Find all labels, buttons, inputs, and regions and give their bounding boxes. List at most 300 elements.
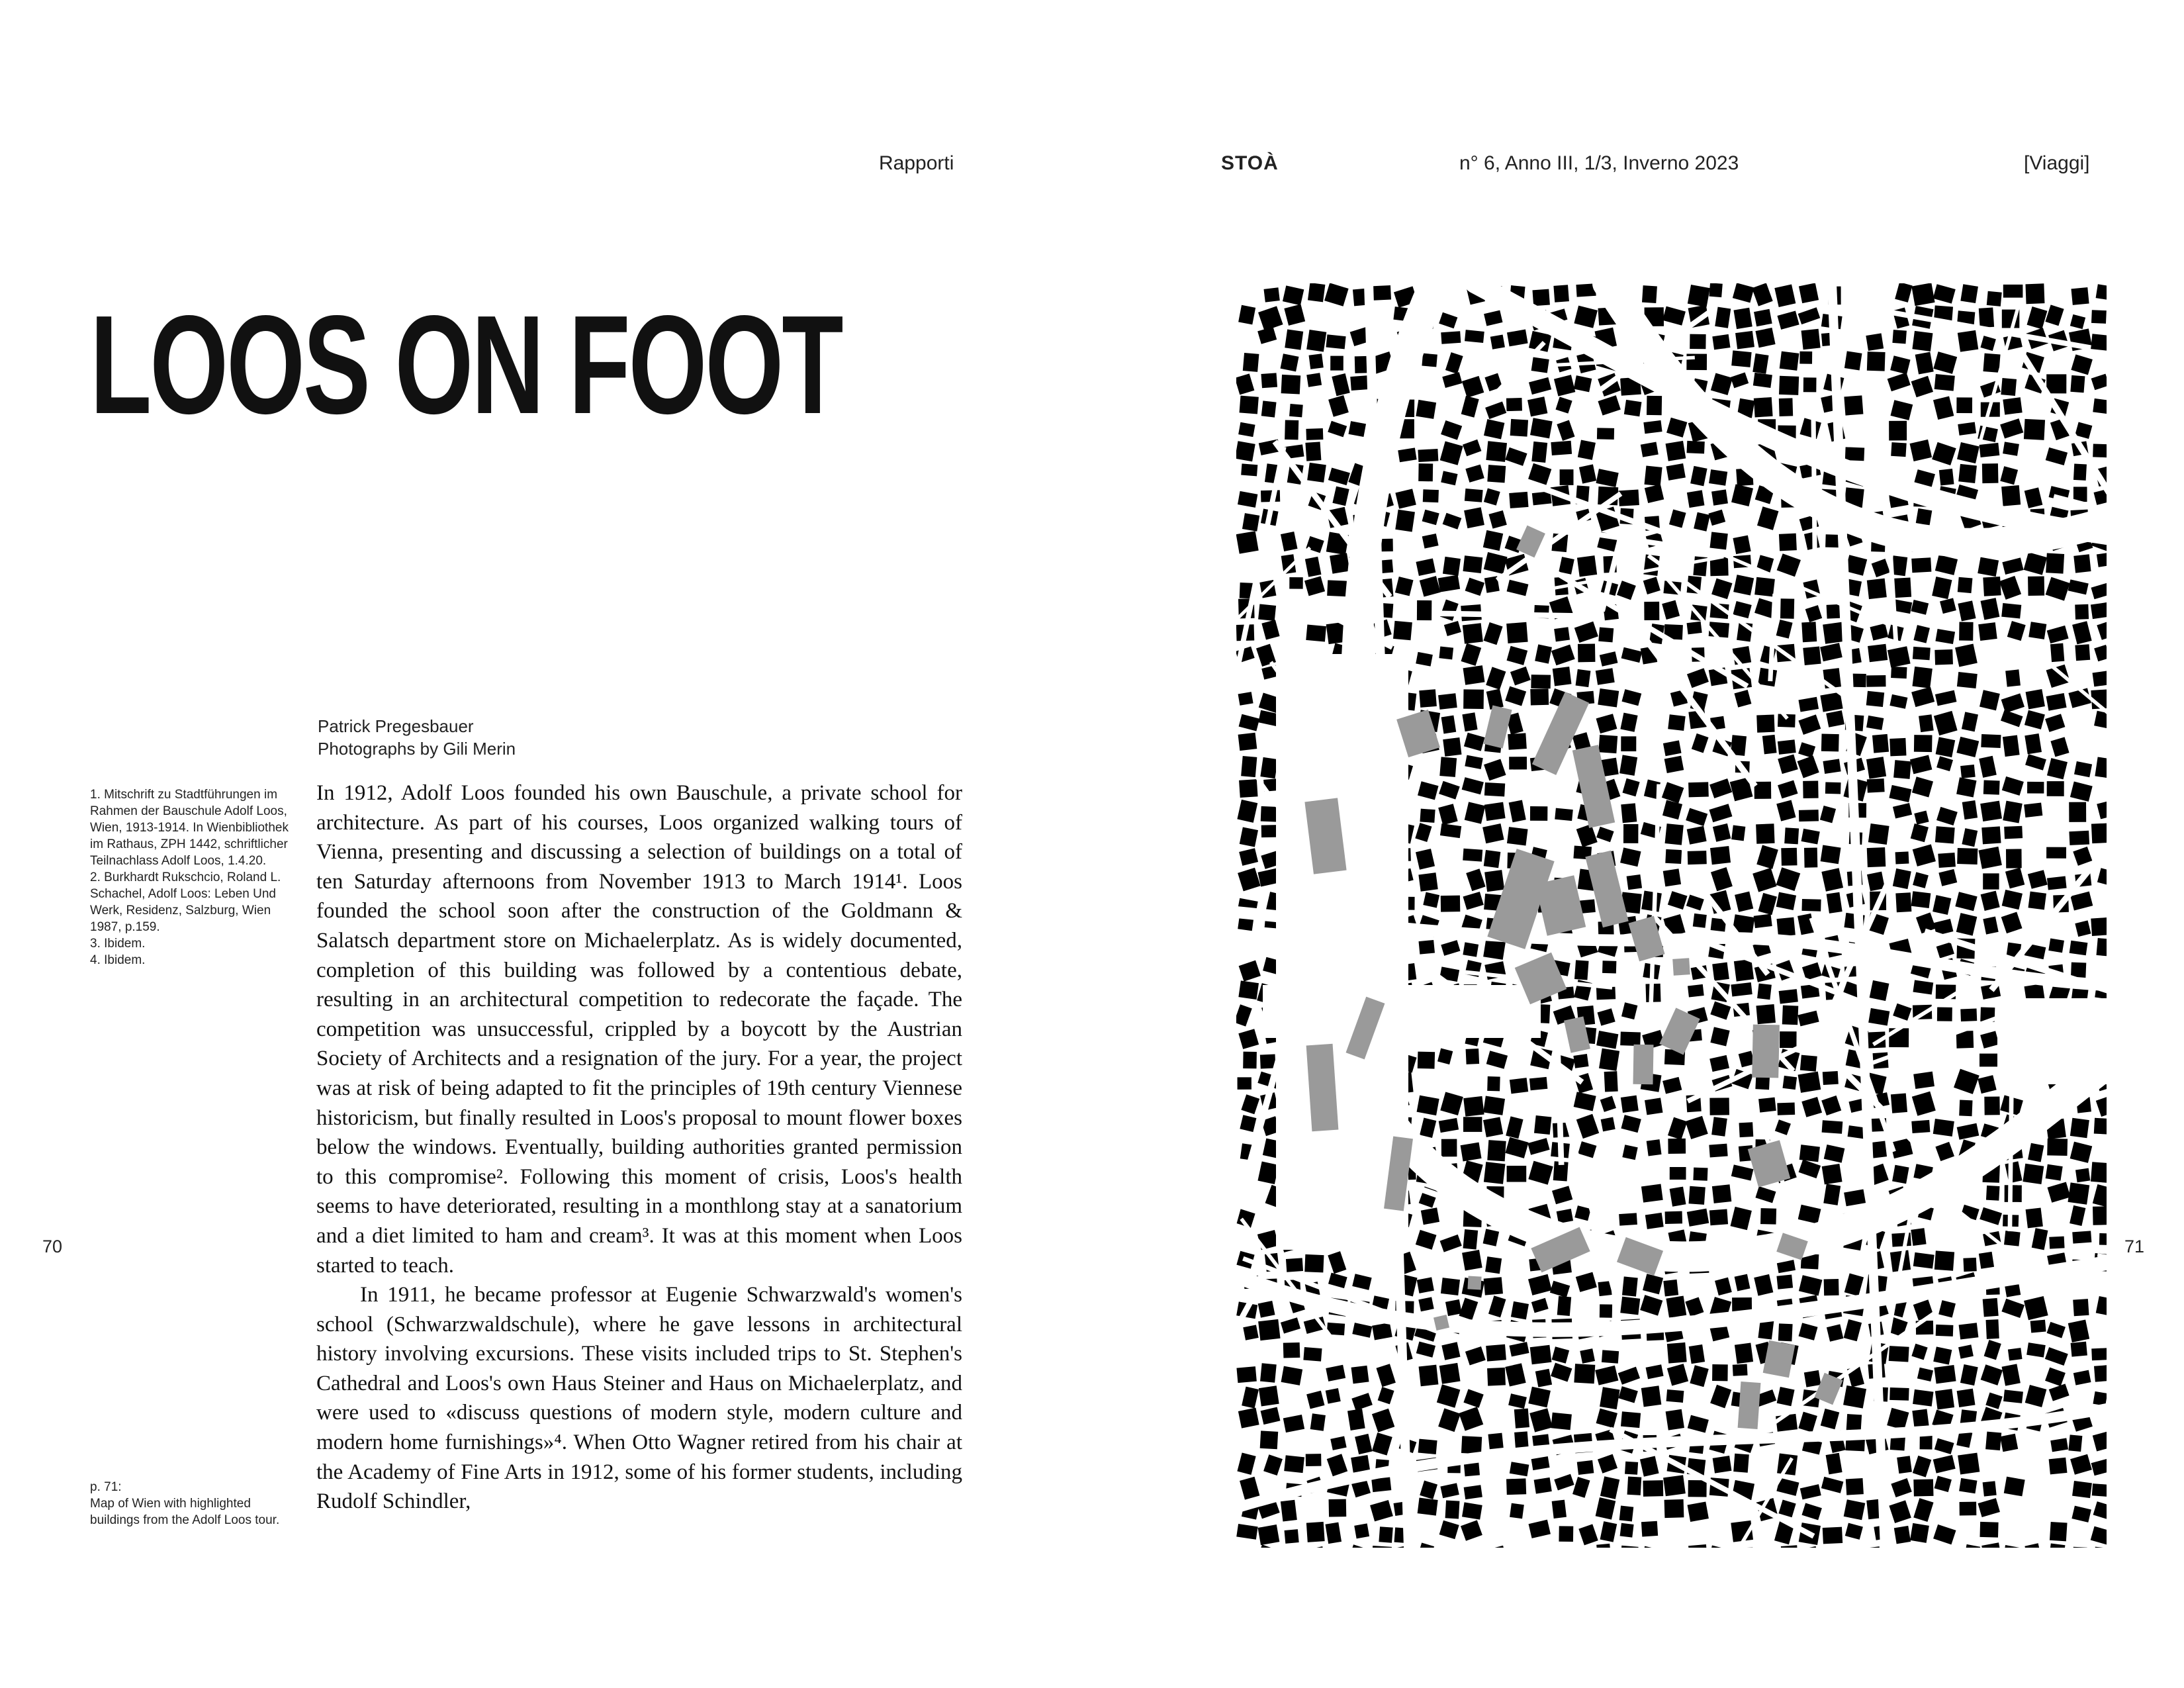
building-block — [2024, 419, 2045, 440]
footnotes — [90, 786, 289, 968]
building-block — [1666, 441, 1686, 461]
building-block — [1240, 827, 1258, 847]
building-block — [1919, 714, 1934, 732]
building-block — [1731, 350, 1751, 367]
building-block — [1911, 283, 1934, 306]
building-block — [1510, 419, 1528, 437]
building-block — [1599, 1049, 1619, 1071]
building-block — [2094, 1118, 2107, 1135]
building-block — [1754, 914, 1772, 929]
building-block — [1821, 845, 1841, 864]
building-block — [1487, 465, 1506, 483]
building-block — [1958, 422, 1976, 436]
building-block — [1462, 1502, 1482, 1519]
building-block — [2049, 1458, 2068, 1475]
building-block — [1514, 1409, 1529, 1429]
building-block — [1622, 1145, 1637, 1160]
building-block — [1803, 646, 1821, 665]
building-block — [1693, 1168, 1707, 1181]
footnote: 3. Ibidem. — [90, 937, 146, 951]
running-header-category: [Viaggi] — [2024, 152, 2090, 174]
building-block — [1642, 285, 1657, 303]
building-block — [1733, 1364, 1748, 1376]
building-block — [1823, 1527, 1843, 1544]
building-block — [1419, 1365, 1439, 1387]
building-block — [1644, 602, 1659, 620]
building-block — [1960, 284, 1978, 303]
building-block — [1781, 848, 1797, 866]
building-block — [1959, 1100, 1972, 1117]
building-block — [1350, 375, 1369, 391]
building-block — [1281, 375, 1301, 395]
building-block — [2050, 1522, 2068, 1541]
building-block — [2003, 801, 2023, 823]
building-block — [1709, 1144, 1727, 1158]
building-block — [1754, 577, 1775, 597]
building-block — [1956, 397, 1972, 413]
building-block — [1418, 449, 1438, 462]
building-block — [1937, 1008, 1952, 1021]
footnote: 1. Mitschrift zu Stadtführungen im Rahmen der Bauschule Adolf Loos, Wien, 1913-1914. In Wienbibliothek im Rathaus, ZPH 1442, schriftlicher Teilnachlass Adolf Loos, 1.4.20. — [90, 788, 289, 868]
building-block — [1731, 825, 1745, 841]
building-block — [1580, 1348, 1595, 1364]
building-block — [1957, 672, 1978, 688]
building-block — [1261, 373, 1277, 388]
building-block — [1552, 1500, 1567, 1519]
building-block — [1803, 377, 1817, 392]
building-block — [1889, 738, 1906, 757]
building-block — [1978, 622, 1997, 641]
building-block — [2004, 1477, 2025, 1497]
building-block — [2068, 1434, 2082, 1452]
building-block — [1780, 1031, 1797, 1048]
building-block — [1897, 1456, 1912, 1474]
building-block — [1600, 1304, 1612, 1317]
building-block — [1866, 675, 1886, 687]
building-block — [1979, 1252, 1994, 1269]
building-block — [1289, 404, 1303, 417]
building-block — [2075, 1168, 2090, 1183]
building-block — [1258, 1319, 1280, 1340]
building-block — [1557, 1296, 1571, 1316]
building-block — [1241, 756, 1257, 777]
building-block — [1307, 463, 1326, 483]
building-block — [1422, 353, 1437, 367]
building-block — [1619, 755, 1637, 775]
building-block — [1441, 716, 1457, 734]
building-block — [2069, 802, 2086, 822]
building-block — [1687, 441, 1705, 453]
building-block — [1243, 353, 1259, 372]
building-block — [1666, 1389, 1684, 1403]
building-block — [1598, 627, 1614, 642]
building-block — [1439, 646, 1453, 659]
building-block — [1621, 1411, 1641, 1428]
building-block — [2005, 1185, 2022, 1202]
building-block — [1600, 1387, 1620, 1409]
building-block — [1645, 466, 1662, 487]
building-block — [2068, 1182, 2089, 1204]
building-block — [1800, 1055, 1817, 1072]
building-block — [1236, 531, 1259, 553]
building-block — [1354, 1523, 1369, 1538]
building-block — [1754, 397, 1773, 417]
building-block — [1243, 1325, 1258, 1340]
building-block — [2026, 1342, 2046, 1357]
building-block — [1238, 422, 1255, 437]
building-block — [2099, 1233, 2107, 1245]
building-block — [1710, 846, 1731, 865]
building-block — [1670, 1167, 1686, 1180]
building-block — [2046, 847, 2066, 859]
building-block — [1778, 1323, 1793, 1341]
building-block — [1780, 598, 1794, 619]
building-block — [1709, 1209, 1728, 1226]
building-block — [1619, 1213, 1637, 1225]
caption-ref: p. 71: — [90, 1480, 122, 1494]
photographer-credit: Photographs by Gili Merin — [318, 739, 516, 759]
building-block — [1330, 356, 1343, 371]
body-paragraph: In 1911, he became professor at Eugenie Schwarzwald's women's school (Schwarzwaldschule), where he gave lessons in architectural history involving excursions. These visits included trips to St. Stephen's Cathedral and Loos's own Haus Steiner and Haus on Michaelerplatz, and were used to «discuss questions of modern style, modern culture and modern home furnishings»⁴. When Otto Wagner retired from his chair at the Academy of Fine Arts in 1912, some of his former students, including Rudolf Schindler, — [316, 1283, 962, 1514]
building-block — [1379, 1526, 1392, 1543]
building-block — [1665, 1211, 1682, 1224]
building-block — [1735, 331, 1754, 350]
building-block — [1845, 447, 1864, 461]
building-block — [1663, 1475, 1686, 1496]
building-block — [1485, 1256, 1502, 1274]
building-block — [1463, 665, 1485, 685]
building-block — [1463, 849, 1482, 862]
building-block — [1641, 1521, 1658, 1537]
building-block — [1913, 1479, 1933, 1496]
article-title: LOOS ON FOOT — [90, 286, 842, 443]
building-block — [1531, 675, 1551, 688]
building-block — [1978, 847, 2001, 869]
building-block — [1779, 989, 1798, 1004]
building-block — [1417, 1096, 1439, 1115]
building-block — [1713, 1456, 1732, 1474]
building-block — [1308, 283, 1325, 302]
building-block — [1666, 1295, 1686, 1317]
building-block — [1934, 1250, 1954, 1270]
open-space — [1263, 985, 1541, 1038]
building-block — [2073, 464, 2087, 481]
building-block — [1889, 1346, 1909, 1362]
building-block — [1598, 688, 1619, 707]
building-block — [1618, 490, 1639, 506]
building-block — [1598, 735, 1617, 753]
building-block — [1443, 737, 1461, 757]
building-block — [1418, 1498, 1438, 1516]
building-block — [1285, 1529, 1299, 1544]
building-block — [1510, 1503, 1524, 1519]
building-block — [1506, 622, 1527, 643]
building-block — [1733, 1454, 1749, 1473]
building-block — [2091, 917, 2107, 936]
building-block — [2000, 1434, 2018, 1452]
building-block — [1892, 1165, 1909, 1184]
building-block — [1933, 1346, 1952, 1364]
building-block — [1462, 1250, 1482, 1270]
building-block — [1757, 984, 1772, 1000]
building-block — [2003, 397, 2022, 414]
building-block — [2070, 941, 2088, 956]
building-block — [1483, 1096, 1505, 1115]
building-block — [1330, 553, 1349, 573]
building-block — [1627, 1476, 1642, 1495]
building-block — [1577, 1460, 1594, 1475]
building-block — [1981, 734, 2001, 748]
building-block — [1688, 851, 1707, 865]
building-block — [1711, 489, 1728, 505]
building-block — [1596, 668, 1615, 685]
building-block — [1238, 692, 1253, 706]
building-block — [1604, 1071, 1618, 1092]
building-block — [1844, 395, 1863, 415]
building-block — [1734, 959, 1754, 982]
building-block — [1688, 1480, 1707, 1497]
building-block — [1627, 874, 1642, 890]
building-block — [1574, 1364, 1595, 1383]
building-block — [1554, 627, 1570, 641]
building-block — [1754, 309, 1772, 326]
building-block — [1782, 1076, 1797, 1090]
building-block — [1936, 737, 1956, 757]
building-block — [1934, 649, 1953, 665]
building-block — [1868, 644, 1888, 662]
building-block — [1938, 853, 1956, 868]
building-block — [1846, 1478, 1864, 1495]
building-block — [1529, 1077, 1547, 1090]
building-block — [1891, 1094, 1907, 1113]
building-block — [1957, 848, 1978, 865]
building-block — [2005, 669, 2021, 686]
building-block — [1527, 397, 1547, 416]
building-block — [1910, 1523, 1929, 1543]
building-block — [1465, 330, 1484, 343]
building-block — [1531, 442, 1547, 463]
building-block — [1689, 1344, 1705, 1364]
building-block — [1306, 1454, 1322, 1466]
building-block — [1238, 980, 1259, 1000]
building-block — [2073, 1299, 2089, 1316]
building-block — [1670, 1187, 1686, 1207]
building-block — [1889, 1387, 1909, 1401]
building-block — [2026, 689, 2045, 710]
building-block — [1439, 1363, 1461, 1384]
building-block — [1712, 962, 1729, 981]
building-block — [1285, 330, 1303, 350]
building-block — [2091, 1162, 2107, 1183]
building-block — [1936, 1325, 1954, 1336]
building-block — [1466, 1049, 1480, 1064]
building-block — [1622, 1276, 1638, 1296]
building-block — [1665, 823, 1684, 845]
building-block — [1487, 1368, 1506, 1386]
building-block — [1872, 734, 1889, 753]
building-block — [1511, 1301, 1529, 1319]
building-block — [1756, 823, 1774, 844]
building-block — [1238, 1408, 1259, 1429]
building-block — [1487, 1140, 1506, 1161]
building-block — [1289, 577, 1302, 589]
building-block — [2003, 1389, 2023, 1403]
building-block — [1484, 870, 1504, 892]
building-block — [1553, 667, 1572, 686]
building-block — [1779, 534, 1797, 551]
building-block — [1261, 825, 1279, 837]
building-block — [1306, 625, 1326, 642]
building-block — [1914, 735, 1933, 752]
building-block — [1933, 1119, 1954, 1137]
building-block — [2071, 287, 2089, 305]
building-block — [1419, 940, 1435, 955]
building-block — [1867, 352, 1886, 371]
building-block — [1371, 1477, 1391, 1493]
building-block — [1620, 1032, 1641, 1047]
building-block — [1306, 330, 1326, 352]
building-block — [1419, 689, 1437, 708]
building-block — [1986, 1186, 2000, 1201]
building-block — [1418, 463, 1433, 481]
building-block — [1441, 331, 1461, 344]
building-block — [1958, 577, 1973, 593]
open-space — [1276, 654, 1408, 1250]
building-block — [1959, 622, 1973, 641]
building-block — [1823, 759, 1841, 774]
building-block — [2091, 823, 2107, 843]
building-block — [1983, 780, 2000, 795]
building-block — [2093, 671, 2107, 687]
building-block — [1625, 1462, 1638, 1475]
building-block — [2003, 735, 2020, 757]
building-block — [1260, 1054, 1276, 1068]
building-block — [1822, 1120, 1843, 1134]
building-block — [1688, 984, 1704, 998]
building-block — [1804, 847, 1817, 867]
building-block — [1784, 827, 1799, 844]
building-block — [1420, 809, 1435, 823]
building-block — [1823, 1071, 1839, 1085]
building-block — [1846, 1414, 1862, 1431]
building-block — [1303, 1347, 1322, 1362]
building-block — [1393, 621, 1412, 640]
building-block — [2047, 1139, 2068, 1156]
building-block — [1779, 398, 1793, 416]
building-block — [1959, 1323, 1979, 1339]
footnote: 2. Burkhardt Rukschcio, Roland L. Schachel, Adolf Loos: Leben Und Werk, Residenz, Salzburg, Wien 1987, p.159. — [90, 870, 281, 934]
building-block — [1351, 1455, 1370, 1473]
building-block — [1693, 914, 1707, 928]
building-block — [2001, 603, 2021, 618]
building-block — [1667, 1342, 1687, 1364]
building-block — [1668, 1139, 1686, 1154]
building-block — [2026, 1207, 2043, 1228]
building-block — [1804, 1370, 1821, 1387]
building-block — [2027, 782, 2044, 794]
building-block — [2024, 802, 2042, 818]
building-block — [1801, 899, 1821, 912]
building-block — [1310, 1413, 1326, 1431]
building-block — [1844, 351, 1862, 370]
building-block — [1418, 1439, 1437, 1454]
building-block — [1238, 733, 1257, 751]
building-block — [1709, 532, 1727, 549]
building-block — [1438, 693, 1457, 710]
building-block — [1733, 575, 1754, 595]
building-block — [1983, 873, 1999, 889]
building-block — [1510, 1078, 1528, 1094]
building-block — [1573, 1054, 1588, 1068]
building-block — [2004, 1231, 2021, 1246]
building-block — [1760, 1208, 1776, 1225]
building-block — [1490, 334, 1505, 349]
building-block — [1441, 896, 1461, 912]
building-block — [1894, 1526, 1911, 1544]
building-block — [2091, 1348, 2107, 1360]
building-block — [1326, 1388, 1341, 1404]
building-block — [2025, 283, 2044, 304]
building-block — [1935, 826, 1955, 843]
building-block — [1913, 1252, 1934, 1269]
building-block — [2069, 831, 2089, 845]
building-block — [1709, 283, 1722, 297]
building-block — [2030, 1320, 2046, 1333]
building-block — [1647, 396, 1662, 415]
building-block — [1889, 421, 1907, 441]
building-block — [2097, 938, 2107, 957]
body-paragraph: In 1912, Adolf Loos founded his own Bauschule, a private school for architecture. As part of his courses, Loos organized walking tours of Vienna, presenting and discussing a selection of buildings on a total of ten Saturday afternoons from November 1913 to March 1914¹. Loos founded the school soon after the construction of the Goldmann & Salatsch department store on Michaelerplatz. As is widely documented, completion of this building was followed by a contentious debate, resulting in an architectural competition to redecorate the façade. The competition was unsuccessful, crippled by a boycott by the Austrian Society of Architects and a resignation of the jury. For a year, the project was at risk of being adapted to fit the principles of 19th century Viennese historicism, but finally resulted in Loos's proposal to mount flower boxes below the windows. Eventually, building authorities granted permission to this compromise². Following this moment of crisis, Loos's health seems to have deteriorated, resulting in a monthlong stay at a sanatorium and a diet limited to ham and cream³. It was at this moment when Loos started to teach. — [316, 781, 962, 1278]
building-block — [1531, 357, 1549, 373]
building-block — [1822, 1164, 1843, 1184]
building-block — [1960, 1009, 1977, 1022]
running-header-section: Rapporti — [879, 152, 954, 174]
building-block — [1327, 580, 1347, 596]
building-block — [1238, 1077, 1251, 1089]
building-block — [1283, 1342, 1300, 1358]
building-block — [2003, 285, 2023, 298]
building-block — [1979, 1522, 1998, 1538]
building-block — [1306, 1522, 1325, 1542]
building-block — [1866, 691, 1884, 707]
building-block — [1935, 1389, 1954, 1409]
building-block — [1418, 1052, 1435, 1069]
page-number-left: 70 — [42, 1237, 63, 1256]
issue-info: n° 6, Anno III, 1/3, Inverno 2023 — [1459, 152, 1739, 174]
building-block — [1423, 489, 1439, 502]
building-block — [2003, 442, 2019, 455]
building-block — [1530, 1345, 1552, 1365]
building-block — [1348, 421, 1366, 437]
building-block — [1258, 1524, 1280, 1545]
building-block — [1687, 490, 1705, 508]
building-block — [1417, 1277, 1434, 1293]
building-block — [1827, 604, 1840, 619]
building-block — [1820, 692, 1843, 712]
building-block — [1956, 777, 1976, 797]
building-block — [1509, 492, 1528, 508]
side-street — [1813, 402, 1815, 568]
building-block — [1530, 688, 1549, 705]
building-block — [1867, 778, 1885, 793]
building-block — [1960, 765, 1976, 778]
building-block — [1913, 647, 1931, 660]
building-block — [1463, 555, 1482, 573]
building-block — [1665, 849, 1682, 864]
building-block — [1574, 960, 1589, 980]
building-block — [1776, 1274, 1793, 1289]
building-block — [1417, 600, 1432, 620]
